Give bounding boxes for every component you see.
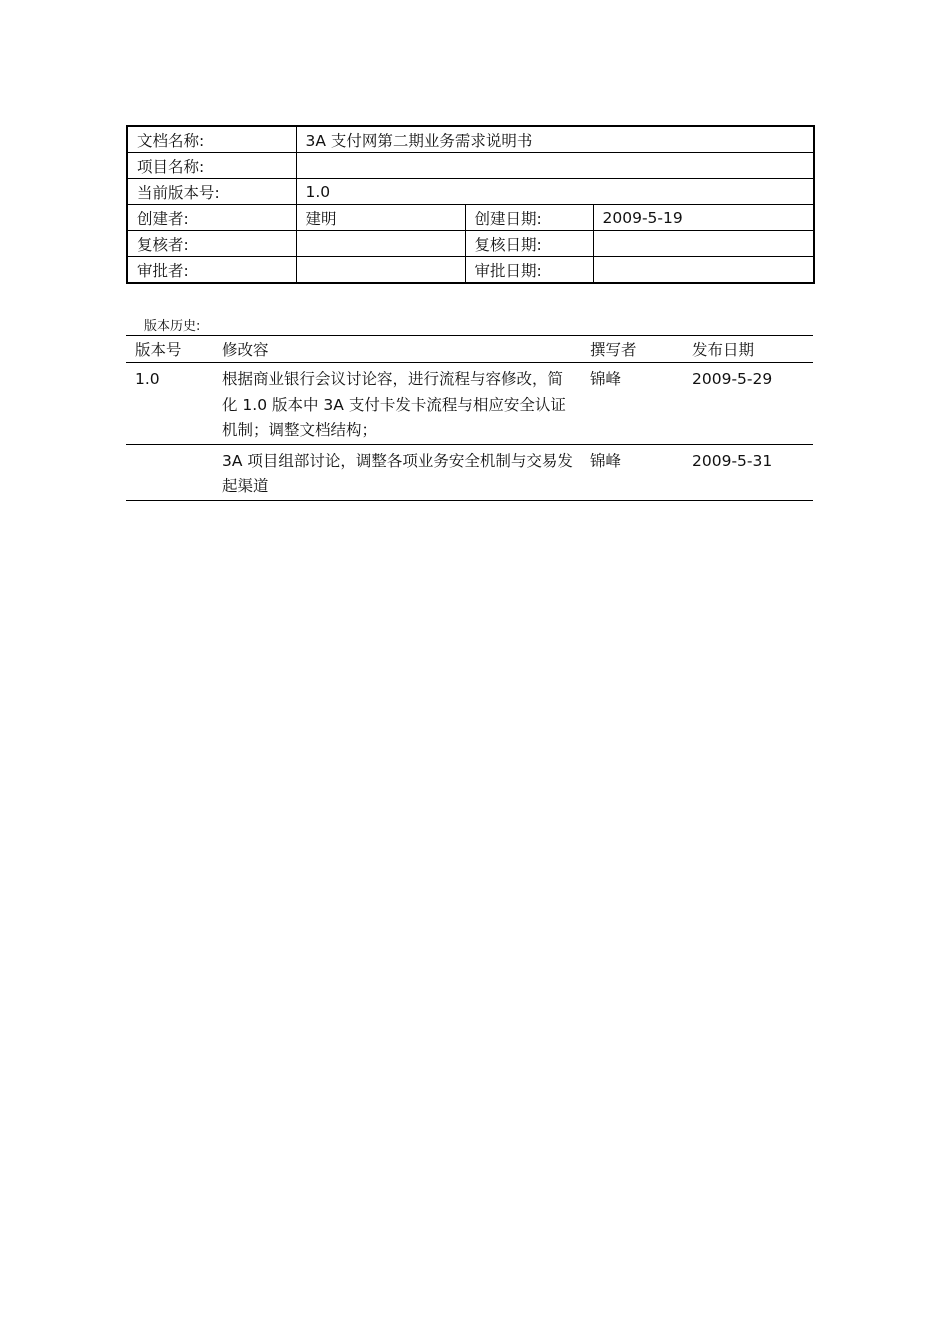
approver-value [296,257,465,284]
version-value: 1.0 [296,179,814,205]
history-header-row [126,336,813,363]
project-name-value [296,153,814,179]
row-change: 根据商业银行会议讨论容，进行流程与容修改，简化 1.0 版本中 3A 支付卡发卡流程与相应安全认证机制；调整文档结构； [213,363,581,445]
header-change: 修改容 [213,336,581,363]
project-name-label: 项目名称: [127,153,296,179]
approver-row [127,257,814,284]
doc-name-row [127,126,814,153]
header-date: 发布日期 [683,336,813,363]
document-info-table [126,125,815,284]
row-date: 2009-5-31 [683,444,813,500]
approve-date-value [593,257,814,284]
created-date-value: 2009-5-19 [593,205,814,231]
project-name-row [127,153,814,179]
row-change: 3A 项目组部讨论，调整各项业务安全机制与交易发起渠道 [213,444,581,500]
creator-value: 建明 [296,205,465,231]
version-history-title: 版本历史: [144,319,201,334]
doc-name-label: 文档名称: [127,126,296,153]
header-author: 撰写者 [581,336,683,363]
row-author: 锦峰 [581,363,683,445]
created-date-label: 创建日期: [465,205,593,231]
header-version: 版本号 [126,336,213,363]
row-version [126,444,213,500]
version-row [127,179,814,205]
approver-label: 审批者: [127,257,296,284]
version-history-table [126,335,813,501]
creator-label: 创建者: [127,205,296,231]
row-author: 锦峰 [581,444,683,500]
reviewer-row [127,231,814,257]
approve-date-label: 审批日期: [465,257,593,284]
row-date: 2009-5-29 [683,363,813,445]
review-date-value [593,231,814,257]
row-version: 1.0 [126,363,213,445]
version-label: 当前版本号: [127,179,296,205]
reviewer-label: 复核者: [127,231,296,257]
review-date-label: 复核日期: [465,231,593,257]
reviewer-value [296,231,465,257]
doc-name-value: 3A 支付网第二期业务需求说明书 [296,126,814,153]
table-row [126,363,813,445]
creator-row [127,205,814,231]
table-row [126,444,813,500]
